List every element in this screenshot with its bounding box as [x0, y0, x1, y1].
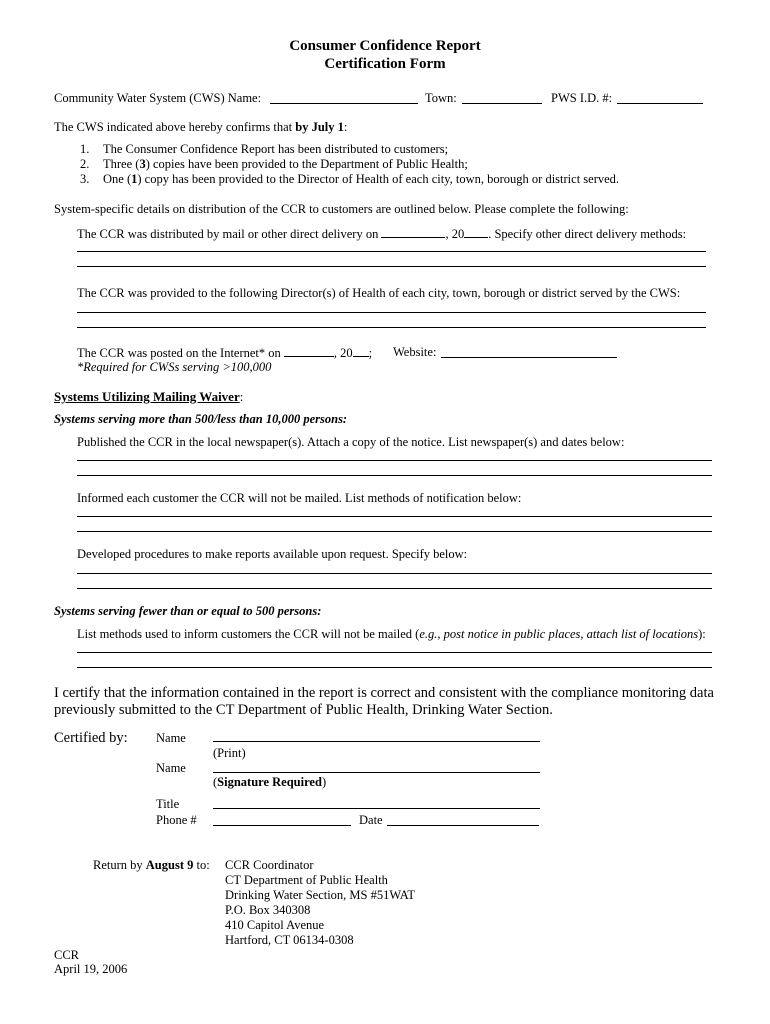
- footer-date: April 19, 2006: [54, 962, 128, 976]
- signature-required-text: Signature Required: [217, 775, 322, 789]
- signature-note-close: ): [321, 775, 327, 789]
- mail-methods-label: . Specify other direct delivery methods:: [488, 227, 687, 241]
- certify-statement-line-2: previously submitted to the CT Department of Public Health, Drinking Water Section.: [54, 702, 553, 718]
- details-intro: System-specific details on distribution of the CCR to customers are outlined below. Please complete the following:: [54, 202, 629, 216]
- address-line: 410 Capitol Avenue: [225, 918, 325, 932]
- confirms-deadline: by July 1: [295, 120, 344, 134]
- internet-date-field[interactable]: [284, 345, 334, 357]
- list-methods-example: e.g., post notice in public places, attach list of locations: [419, 627, 699, 641]
- procedures-label: Developed procedures to make reports available upon request. Specify below:: [77, 547, 468, 561]
- address-line: P.O. Box 340308: [225, 903, 311, 917]
- footer-code: CCR: [54, 948, 80, 962]
- signature-note: [213, 775, 326, 790]
- mail-year-prefix: , 20: [445, 227, 465, 241]
- list-methods-line-1[interactable]: [77, 652, 712, 653]
- return-label: [93, 858, 210, 873]
- mail-delivery-label: The CCR was distributed by mail or other direct delivery on: [77, 227, 379, 241]
- internet-year-field[interactable]: [353, 345, 369, 357]
- confirm-item-text: ) copies have been provided to the Department of Public Health;: [145, 157, 468, 171]
- confirm-item-count: 3: [139, 157, 146, 171]
- return-label-text: Return by: [93, 858, 143, 872]
- mail-delivery-row: [77, 226, 686, 242]
- confirm-item-text: One (: [103, 172, 132, 186]
- form-subtitle: Certification Form: [324, 56, 446, 72]
- return-deadline: August 9: [145, 858, 194, 872]
- cws-name-field[interactable]: [270, 103, 418, 104]
- list-methods-text: List methods used to inform customers the CCR will not be mailed (: [77, 627, 420, 641]
- town-field[interactable]: [462, 103, 542, 104]
- certified-by-label: Certified by:: [54, 730, 128, 746]
- address-line: CT Department of Public Health: [225, 873, 388, 887]
- procedures-line-1[interactable]: [77, 573, 712, 574]
- directors-line-2[interactable]: [77, 327, 706, 328]
- phone-field[interactable]: [213, 825, 351, 826]
- confirm-item-text: Three (: [103, 157, 140, 171]
- cws-name-label: Community Water System (CWS) Name:: [54, 91, 262, 105]
- list-methods-label: [77, 627, 706, 642]
- print-note: (Print): [213, 746, 246, 760]
- confirms-intro-colon: :: [343, 120, 348, 134]
- website-label: Website:: [393, 345, 437, 359]
- confirm-item-1: [103, 142, 448, 157]
- internet-year-prefix: , 20: [333, 346, 353, 360]
- pws-id-field[interactable]: [617, 103, 703, 104]
- signature-field[interactable]: [213, 772, 540, 773]
- confirms-intro-text: The CWS indicated above hereby confirms that: [54, 120, 293, 134]
- list-methods-line-2[interactable]: [77, 667, 712, 668]
- waiver-heading: [54, 389, 243, 405]
- confirm-item-text: The Consumer Confidence Report has been distributed to customers;: [103, 142, 449, 156]
- required-note: *Required for CWSs serving >100,000: [77, 360, 272, 374]
- mail-date-field[interactable]: [381, 226, 445, 238]
- mail-methods-line-2[interactable]: [77, 266, 706, 267]
- address-line: Hartford, CT 06134-0308: [225, 933, 354, 947]
- confirm-item-num: 3.: [80, 172, 90, 186]
- title-label: Title: [156, 797, 180, 811]
- return-label-to: to:: [196, 858, 210, 872]
- return-address: [225, 858, 415, 948]
- newspaper-line-1[interactable]: [77, 460, 712, 461]
- print-name-field[interactable]: [213, 741, 540, 742]
- certify-statement-line-1: I certify that the information contained in the report is correct and consistent with the compliance monitoring data: [54, 685, 714, 701]
- confirms-intro: [54, 120, 347, 135]
- name-label: Name: [156, 731, 186, 745]
- town-label: Town:: [425, 91, 457, 105]
- pws-id-label: PWS I.D. #:: [551, 91, 613, 105]
- informed-line-2[interactable]: [77, 531, 712, 532]
- newspaper-label: Published the CCR in the local newspaper(s). Attach a copy of the notice. List newspaper(s) and dates below:: [77, 435, 625, 449]
- procedures-line-2[interactable]: [77, 588, 712, 589]
- date-label: Date: [359, 813, 383, 827]
- date-field[interactable]: [387, 825, 539, 826]
- mail-year-field[interactable]: [464, 226, 488, 238]
- confirm-item-text: ) copy has been provided to the Director of Health of each city, town, borough or district served.: [137, 172, 620, 186]
- name2-label: Name: [156, 761, 186, 775]
- internet-label: The CCR was posted on the Internet* on: [77, 346, 281, 360]
- confirm-item-3: [103, 172, 619, 187]
- waiver-group1-heading: Systems serving more than 500/less than 10,000 persons:: [54, 412, 348, 426]
- signature-note-open: (: [213, 775, 218, 789]
- waiver-group2-heading: Systems serving fewer than or equal to 500 persons:: [54, 604, 322, 618]
- internet-row: [77, 345, 372, 361]
- address-line: Drinking Water Section, MS #51WAT: [225, 888, 416, 902]
- directors-line-1[interactable]: [77, 312, 706, 313]
- phone-label: Phone #: [156, 813, 197, 827]
- address-line: CCR Coordinator: [225, 858, 314, 872]
- mail-methods-line-1[interactable]: [77, 251, 706, 252]
- form-title: Consumer Confidence Report: [289, 38, 481, 54]
- confirm-item-count: 1: [131, 172, 138, 186]
- directors-label: The CCR was provided to the following Director(s) of Health of each city, town, borough or district served by the CWS:: [77, 286, 681, 300]
- title-field[interactable]: [213, 808, 540, 809]
- informed-line-1[interactable]: [77, 516, 712, 517]
- confirm-item-num: 1.: [80, 142, 90, 156]
- newspaper-line-2[interactable]: [77, 475, 712, 476]
- list-methods-end: ):: [698, 627, 706, 641]
- website-field[interactable]: [441, 357, 617, 358]
- internet-semicolon: ;: [368, 346, 373, 360]
- waiver-heading-text: Systems Utilizing Mailing Waiver: [54, 389, 240, 404]
- confirm-item-2: [103, 157, 468, 172]
- confirm-item-num: 2.: [80, 157, 90, 171]
- informed-label: Informed each customer the CCR will not be mailed. List methods of notification below:: [77, 491, 522, 505]
- waiver-heading-colon: :: [239, 389, 244, 404]
